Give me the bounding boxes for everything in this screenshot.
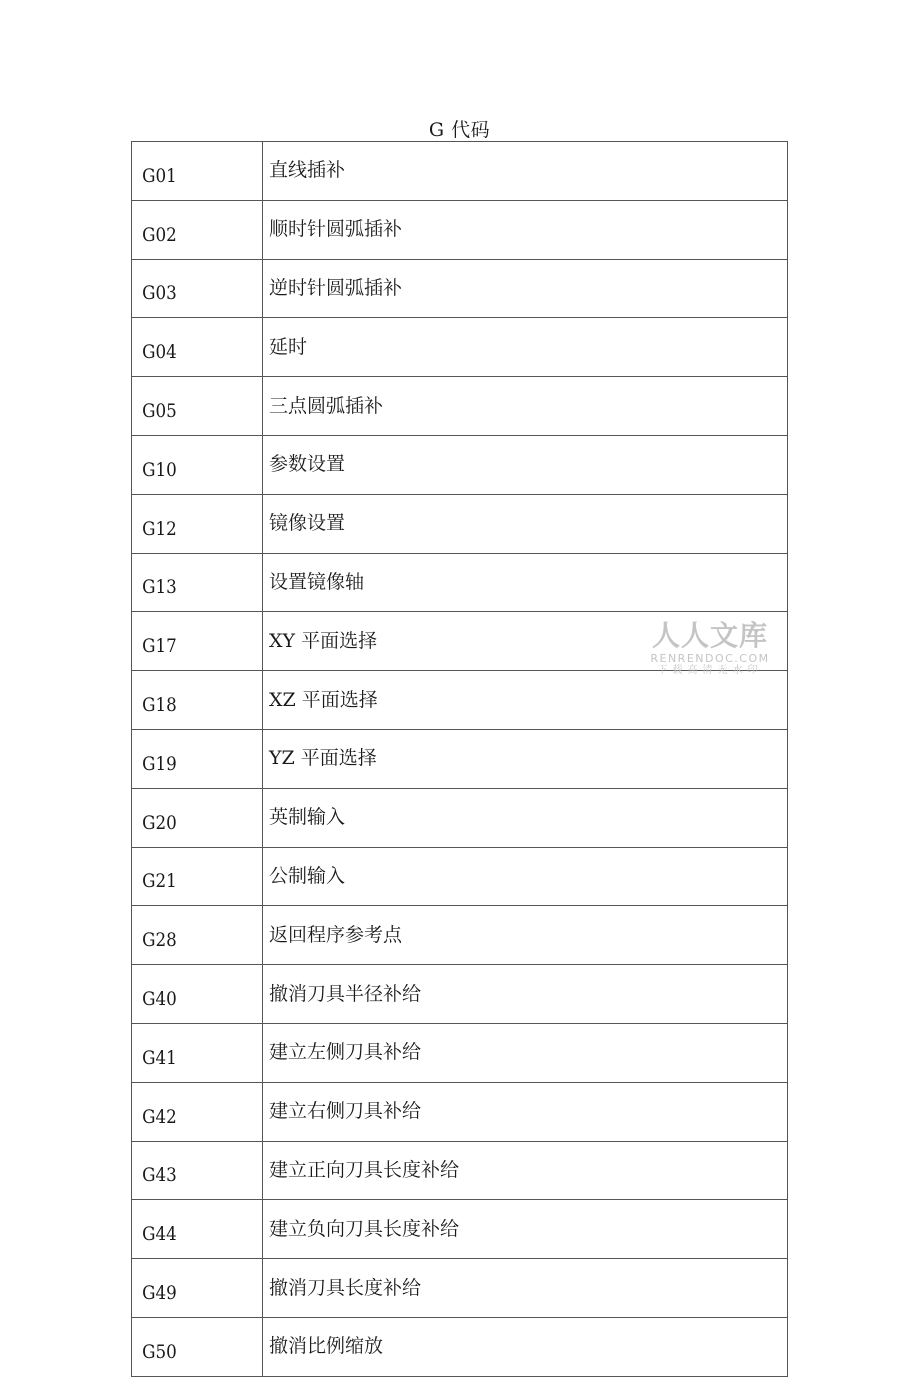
g-code-cell: G21 (132, 847, 247, 906)
table-row (132, 906, 788, 965)
description-cell: 设置镜像轴 (263, 553, 788, 612)
table-row (132, 965, 788, 1024)
g-code-cell: G05 (132, 377, 247, 436)
page-title: G 代码 (428, 119, 491, 141)
g-code-cell: G50 (132, 1317, 247, 1376)
table-row (132, 1259, 788, 1318)
description-cell: XZ 平面选择 (263, 671, 788, 730)
table-row (132, 1141, 788, 1200)
watermark-domain: RENRENDOC.COM (650, 652, 770, 665)
g-code-cell: G13 (132, 553, 247, 612)
description-cell: 顺时针圆弧插补 (263, 200, 788, 259)
description-cell: YZ 平面选择 (263, 729, 788, 788)
table-row (132, 377, 788, 436)
table-row (132, 142, 788, 201)
g-code-cell: G18 (132, 671, 247, 730)
g-code-cell: G42 (132, 1082, 247, 1141)
g-code-cell: G28 (132, 906, 247, 965)
description-cell: 逆时针圆弧插补 (263, 259, 788, 318)
g-code-cell: G20 (132, 788, 247, 847)
g-code-cell: G03 (132, 259, 247, 318)
watermark-tagline: 下载高清无水印 (657, 665, 763, 676)
description-cell: 撤消刀具长度补给 (263, 1259, 788, 1318)
table-row (132, 1200, 788, 1259)
g-code-cell: G10 (132, 435, 247, 494)
table-row (132, 435, 788, 494)
description-cell: 直线插补 (263, 142, 788, 201)
description-cell: 建立右侧刀具补给 (263, 1082, 788, 1141)
g-code-cell: G12 (132, 494, 247, 553)
g-code-cell: G40 (132, 965, 247, 1024)
g-code-cell: G01 (132, 142, 247, 201)
g-code-cell: G19 (132, 729, 247, 788)
g-code-cell: G41 (132, 1023, 247, 1082)
g-code-cell: G44 (132, 1200, 247, 1259)
description-cell: 撤消比例缩放 (263, 1317, 788, 1376)
table-row (132, 1082, 788, 1141)
description-cell: 建立正向刀具长度补给 (263, 1141, 788, 1200)
description-cell: 建立左侧刀具补给 (263, 1023, 788, 1082)
table-row (132, 494, 788, 553)
description-cell: 参数设置 (263, 435, 788, 494)
table-row (132, 318, 788, 377)
table-row (132, 1023, 788, 1082)
table-row (132, 612, 788, 671)
description-cell: 公制输入 (263, 847, 788, 906)
description-cell: 返回程序参考点 (263, 906, 788, 965)
table-row (132, 553, 788, 612)
g-code-cell: G49 (132, 1259, 247, 1318)
g-code-table (131, 141, 788, 1377)
table-row (132, 847, 788, 906)
description-cell: 镜像设置 (263, 494, 788, 553)
table-row (132, 788, 788, 847)
g-code-cell: G43 (132, 1141, 247, 1200)
table-row (132, 671, 788, 730)
table-row (132, 200, 788, 259)
description-cell: 三点圆弧插补 (263, 377, 788, 436)
description-cell: 英制输入 (263, 788, 788, 847)
description-cell: XY 平面选择 (263, 612, 788, 671)
table-row (132, 259, 788, 318)
g-code-cell: G02 (132, 200, 247, 259)
g-code-cell: G17 (132, 612, 247, 671)
table-body (132, 142, 788, 1377)
table-row (132, 1317, 788, 1376)
description-cell: 延时 (263, 318, 788, 377)
description-cell: 建立负向刀具长度补给 (263, 1200, 788, 1259)
description-cell: 撤消刀具半径补给 (263, 965, 788, 1024)
watermark-brand: 人人文库 (651, 619, 768, 652)
g-code-cell: G04 (132, 318, 247, 377)
table-row (132, 729, 788, 788)
